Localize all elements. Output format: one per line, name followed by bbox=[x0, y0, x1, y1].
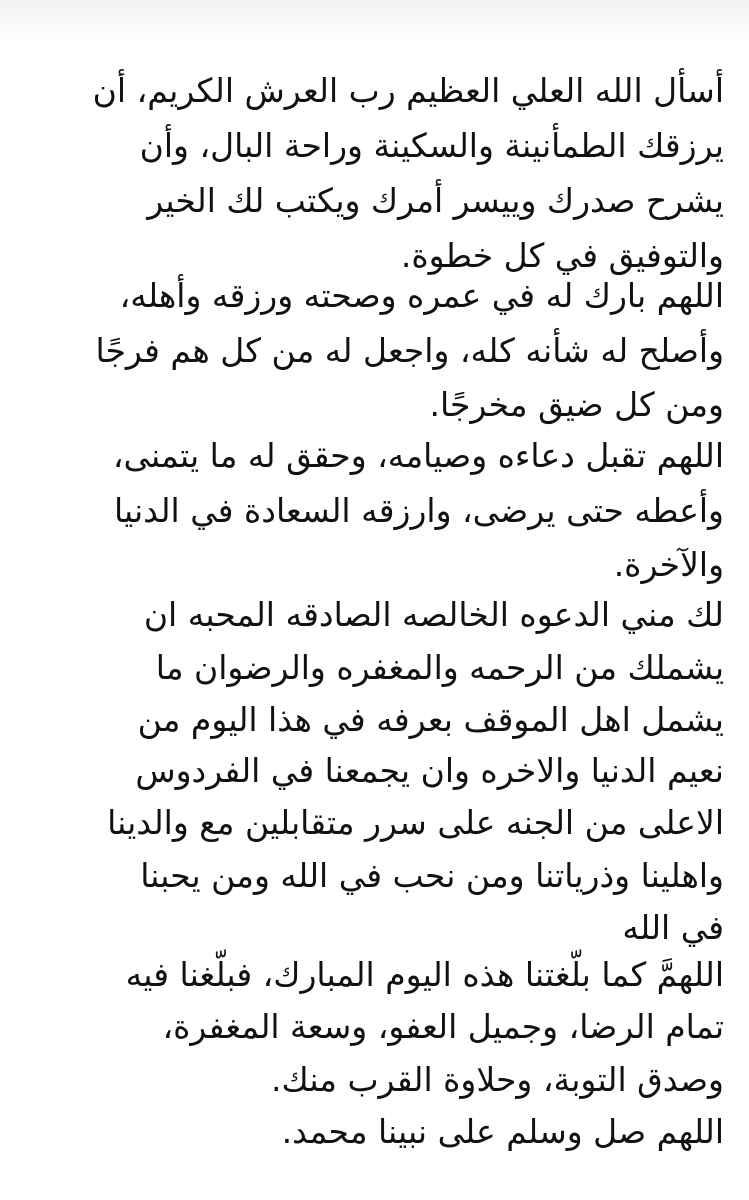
text-line-18: اللهمَّ كما بلّغتنا هذه اليوم المبارك، فبلّغنا فيه bbox=[125, 955, 724, 994]
text-line-17: في الله bbox=[622, 908, 724, 947]
text-line-7: ومن كل ضيق مخرجًا. bbox=[429, 385, 724, 424]
text-line-15: الاعلى من الجنه على سرر متقابلين مع والدينا bbox=[107, 803, 724, 842]
text-line-2: يرزقك الطمأنينة والسكينة وراحة البال، وأن bbox=[139, 126, 724, 165]
text-line-9: وأعطه حتى يرضى، وارزقه السعادة في الدنيا bbox=[113, 491, 724, 530]
text-line-14: نعيم الدنيا والاخره وان يجمعنا في الفردوس bbox=[135, 751, 724, 790]
text-line-20: وصدق التوبة، وحلاوة القرب منك. bbox=[271, 1060, 724, 1099]
text-line-1: أسأل الله العلي العظيم رب العرش الكريم، أن bbox=[92, 71, 724, 110]
text-line-12: يشملك من الرحمه والمغفره والرضوان ما bbox=[155, 648, 724, 687]
text-line-8: اللهم تقبل دعاءه وصيامه، وحقق له ما يتمنى، bbox=[112, 436, 724, 475]
text-line-16: واهلينا وذرياتنا ومن نحب في الله ومن يحبنا bbox=[140, 856, 724, 895]
text-line-3: يشرح صدرك وييسر أمرك ويكتب لك الخير bbox=[147, 181, 724, 220]
text-line-11: لك مني الدعوه الخالصه الصادقه المحبه ان bbox=[143, 595, 724, 634]
text-line-10: والآخرة. bbox=[613, 545, 724, 584]
text-line-21: اللهم صل وسلم على نبينا محمد. bbox=[281, 1112, 724, 1151]
text-line-6: وأصلح له شأنه كله، واجعل له من كل هم فرجًا bbox=[95, 331, 724, 370]
text-line-4: والتوفيق في كل خطوة. bbox=[400, 236, 724, 275]
text-line-13: يشمل اهل الموقف بعرفه في هذا اليوم من bbox=[137, 700, 724, 739]
text-line-19: تمام الرضا، وجميل العفو، وسعة المغفرة، bbox=[162, 1007, 724, 1046]
text-line-5: اللهم بارك له في عمره وصحته ورزقه وأهله، bbox=[119, 276, 724, 315]
